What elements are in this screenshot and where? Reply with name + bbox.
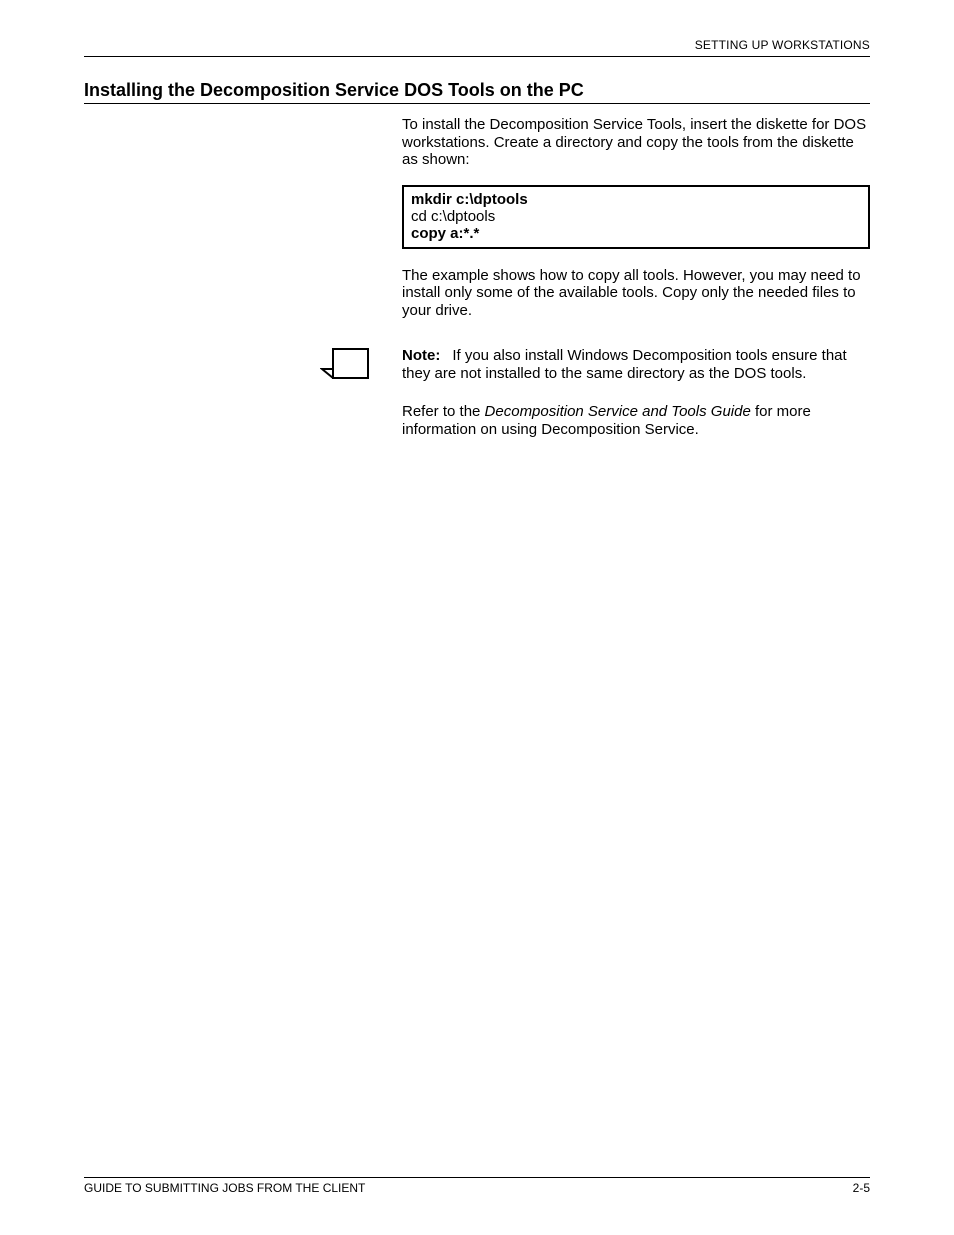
section-heading: Installing the Decomposition Service DOS Tools on the PC [84, 80, 584, 100]
footer-rule [84, 1177, 870, 1178]
code-line-copy: copy a:*.* [411, 224, 480, 242]
refer-before: Refer to the [402, 403, 485, 420]
running-header: SETTING UP WORKSTATIONS [694, 38, 870, 52]
guide-title: Decomposition Service and Tools Guide [484, 403, 751, 420]
note-label: Note: [402, 347, 441, 364]
refer-paragraph [402, 403, 870, 438]
note-paragraph [402, 347, 870, 382]
note-text: If you also install Windows Decomposition tools ensure that they are not installed to the same directory as the DOS tools. [402, 347, 847, 382]
code-line-cd: cd c:\dptools [411, 207, 496, 225]
intro-paragraph: To install the Decomposition Service Tools, insert the diskette for DOS workstations. Create a directory and copy the tools from the diskette as shown: [402, 116, 867, 168]
code-example-box [402, 185, 870, 249]
page-number: 2-5 [852, 1181, 870, 1195]
header-rule [84, 56, 870, 57]
body-column [402, 116, 870, 438]
heading-rule [84, 103, 870, 104]
note-page-icon [320, 347, 370, 381]
footer-title: GUIDE TO SUBMITTING JOBS FROM THE CLIENT [84, 1181, 366, 1195]
code-line-mkdir: mkdir c:\dptools [411, 190, 528, 208]
example-paragraph: The example shows how to copy all tools. However, you may need to install only some of the available tools. Copy only the needed files to your drive. [402, 266, 861, 319]
refer-after: for more information on using Decomposition Service. [402, 403, 811, 438]
